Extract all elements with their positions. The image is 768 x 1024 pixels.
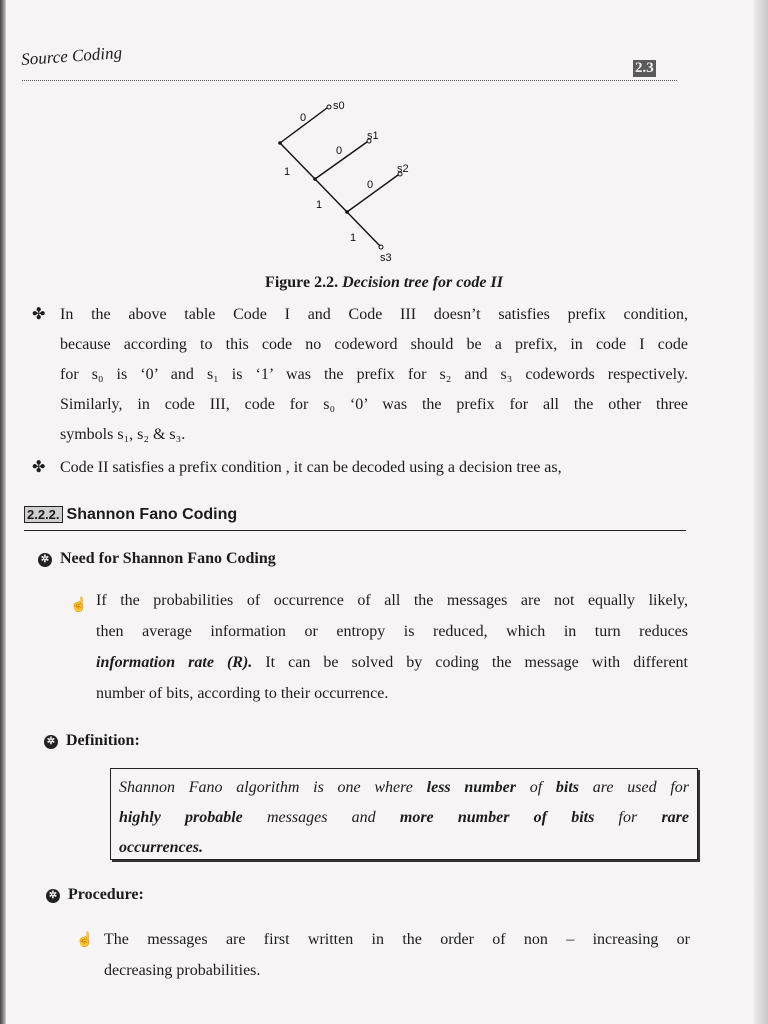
book-spine-shadow <box>0 0 6 1024</box>
definition-box <box>110 768 698 860</box>
paragraph-line: because according to this code no codeword should be a prefix, in code I code <box>60 336 688 353</box>
definition-heading-text: Definition: <box>66 732 140 749</box>
definition-heading <box>44 732 140 750</box>
section-heading <box>24 506 686 531</box>
term-information-rate: information rate (R). <box>96 654 253 671</box>
definition-line: Shannon Fano algorithm is one where less number of bits are used for <box>119 779 690 796</box>
need-heading-text: Need for Shannon Fano Coding <box>60 550 276 567</box>
edge-label: 1 <box>316 199 323 211</box>
tree-node <box>313 177 317 181</box>
tree-leaf <box>379 245 383 249</box>
tree-root-node <box>278 141 282 145</box>
tree-leaf <box>327 105 331 109</box>
page-number: 2.3 <box>635 60 654 76</box>
edge-label: 0 <box>336 145 343 157</box>
symbol-label: s1 <box>367 130 379 142</box>
figure-number: Figure 2.2. <box>265 274 339 291</box>
edge-label: 1 <box>350 232 357 244</box>
paragraph-procedure <box>104 925 690 987</box>
paragraph-line: information rate (R). It can be solved by coding the message with different <box>96 654 688 671</box>
bullet-icon: ✤ <box>32 306 46 323</box>
pointing-hand-icon: ☝ <box>76 933 94 948</box>
section-title: Shannon Fano Coding <box>66 506 238 523</box>
bullet-icon: ✤ <box>32 459 46 476</box>
header-rule <box>22 80 677 81</box>
paragraph-line: The messages are first written in the order of non – increasing or <box>104 931 690 948</box>
edge-label: 0 <box>300 112 307 124</box>
symbol-label: s0 <box>333 100 345 112</box>
paragraph-line: then average information or entropy is reduced, which in turn reduces <box>96 623 688 640</box>
paragraph-line: for s₀ is ‘0’ and s₁ is ‘1’ was the prefix for s₂ and s₃ codewords respectively. <box>60 366 688 383</box>
running-header-title: Source Coding <box>20 43 123 70</box>
figure-caption-text: Decision tree for code II <box>342 274 503 291</box>
figure-caption <box>0 274 768 292</box>
decision-tree-diagram <box>270 95 430 270</box>
paragraph-line: decreasing probabilities. <box>104 962 261 979</box>
symbol-label: s2 <box>397 163 409 175</box>
tree-node <box>345 210 349 214</box>
gear-bullet-icon: ✲ <box>44 735 58 749</box>
gear-bullet-icon: ✲ <box>46 889 60 903</box>
need-heading <box>38 550 276 568</box>
pointing-hand-icon: ☝ <box>70 598 88 613</box>
page-edge <box>754 0 768 1024</box>
definition-line: occurrences. <box>119 839 203 856</box>
edge-label: 0 <box>367 179 374 191</box>
paragraph-line: symbols s₁, s₂ & s₃. <box>60 426 186 443</box>
paragraph-prefix-condition <box>60 300 688 450</box>
paragraph-code-ii: Code II satisfies a prefix condition , it can be decoded using a decision tree as, <box>60 459 562 476</box>
symbol-label: s3 <box>380 252 392 264</box>
paragraph-line: If the probabilities of occurrence of all the messages are not equally likely, <box>96 592 688 609</box>
procedure-heading-text: Procedure: <box>68 886 144 903</box>
gear-bullet-icon: ✲ <box>38 553 52 567</box>
paragraph-line: number of bits, according to their occurrence. <box>96 685 389 702</box>
definition-line: highly probable messages and more number of bits for rare <box>119 809 689 826</box>
paragraph-need <box>96 586 688 710</box>
edge-label: 1 <box>284 166 291 178</box>
paragraph-line: Similarly, in code III, code for s₀ ‘0’ was the prefix for all the other three <box>60 396 688 413</box>
paragraph-line: In the above table Code I and Code III doesn’t satisfies prefix condition, <box>60 306 688 323</box>
procedure-heading <box>46 886 144 904</box>
section-number: 2.2.2. <box>24 506 63 523</box>
